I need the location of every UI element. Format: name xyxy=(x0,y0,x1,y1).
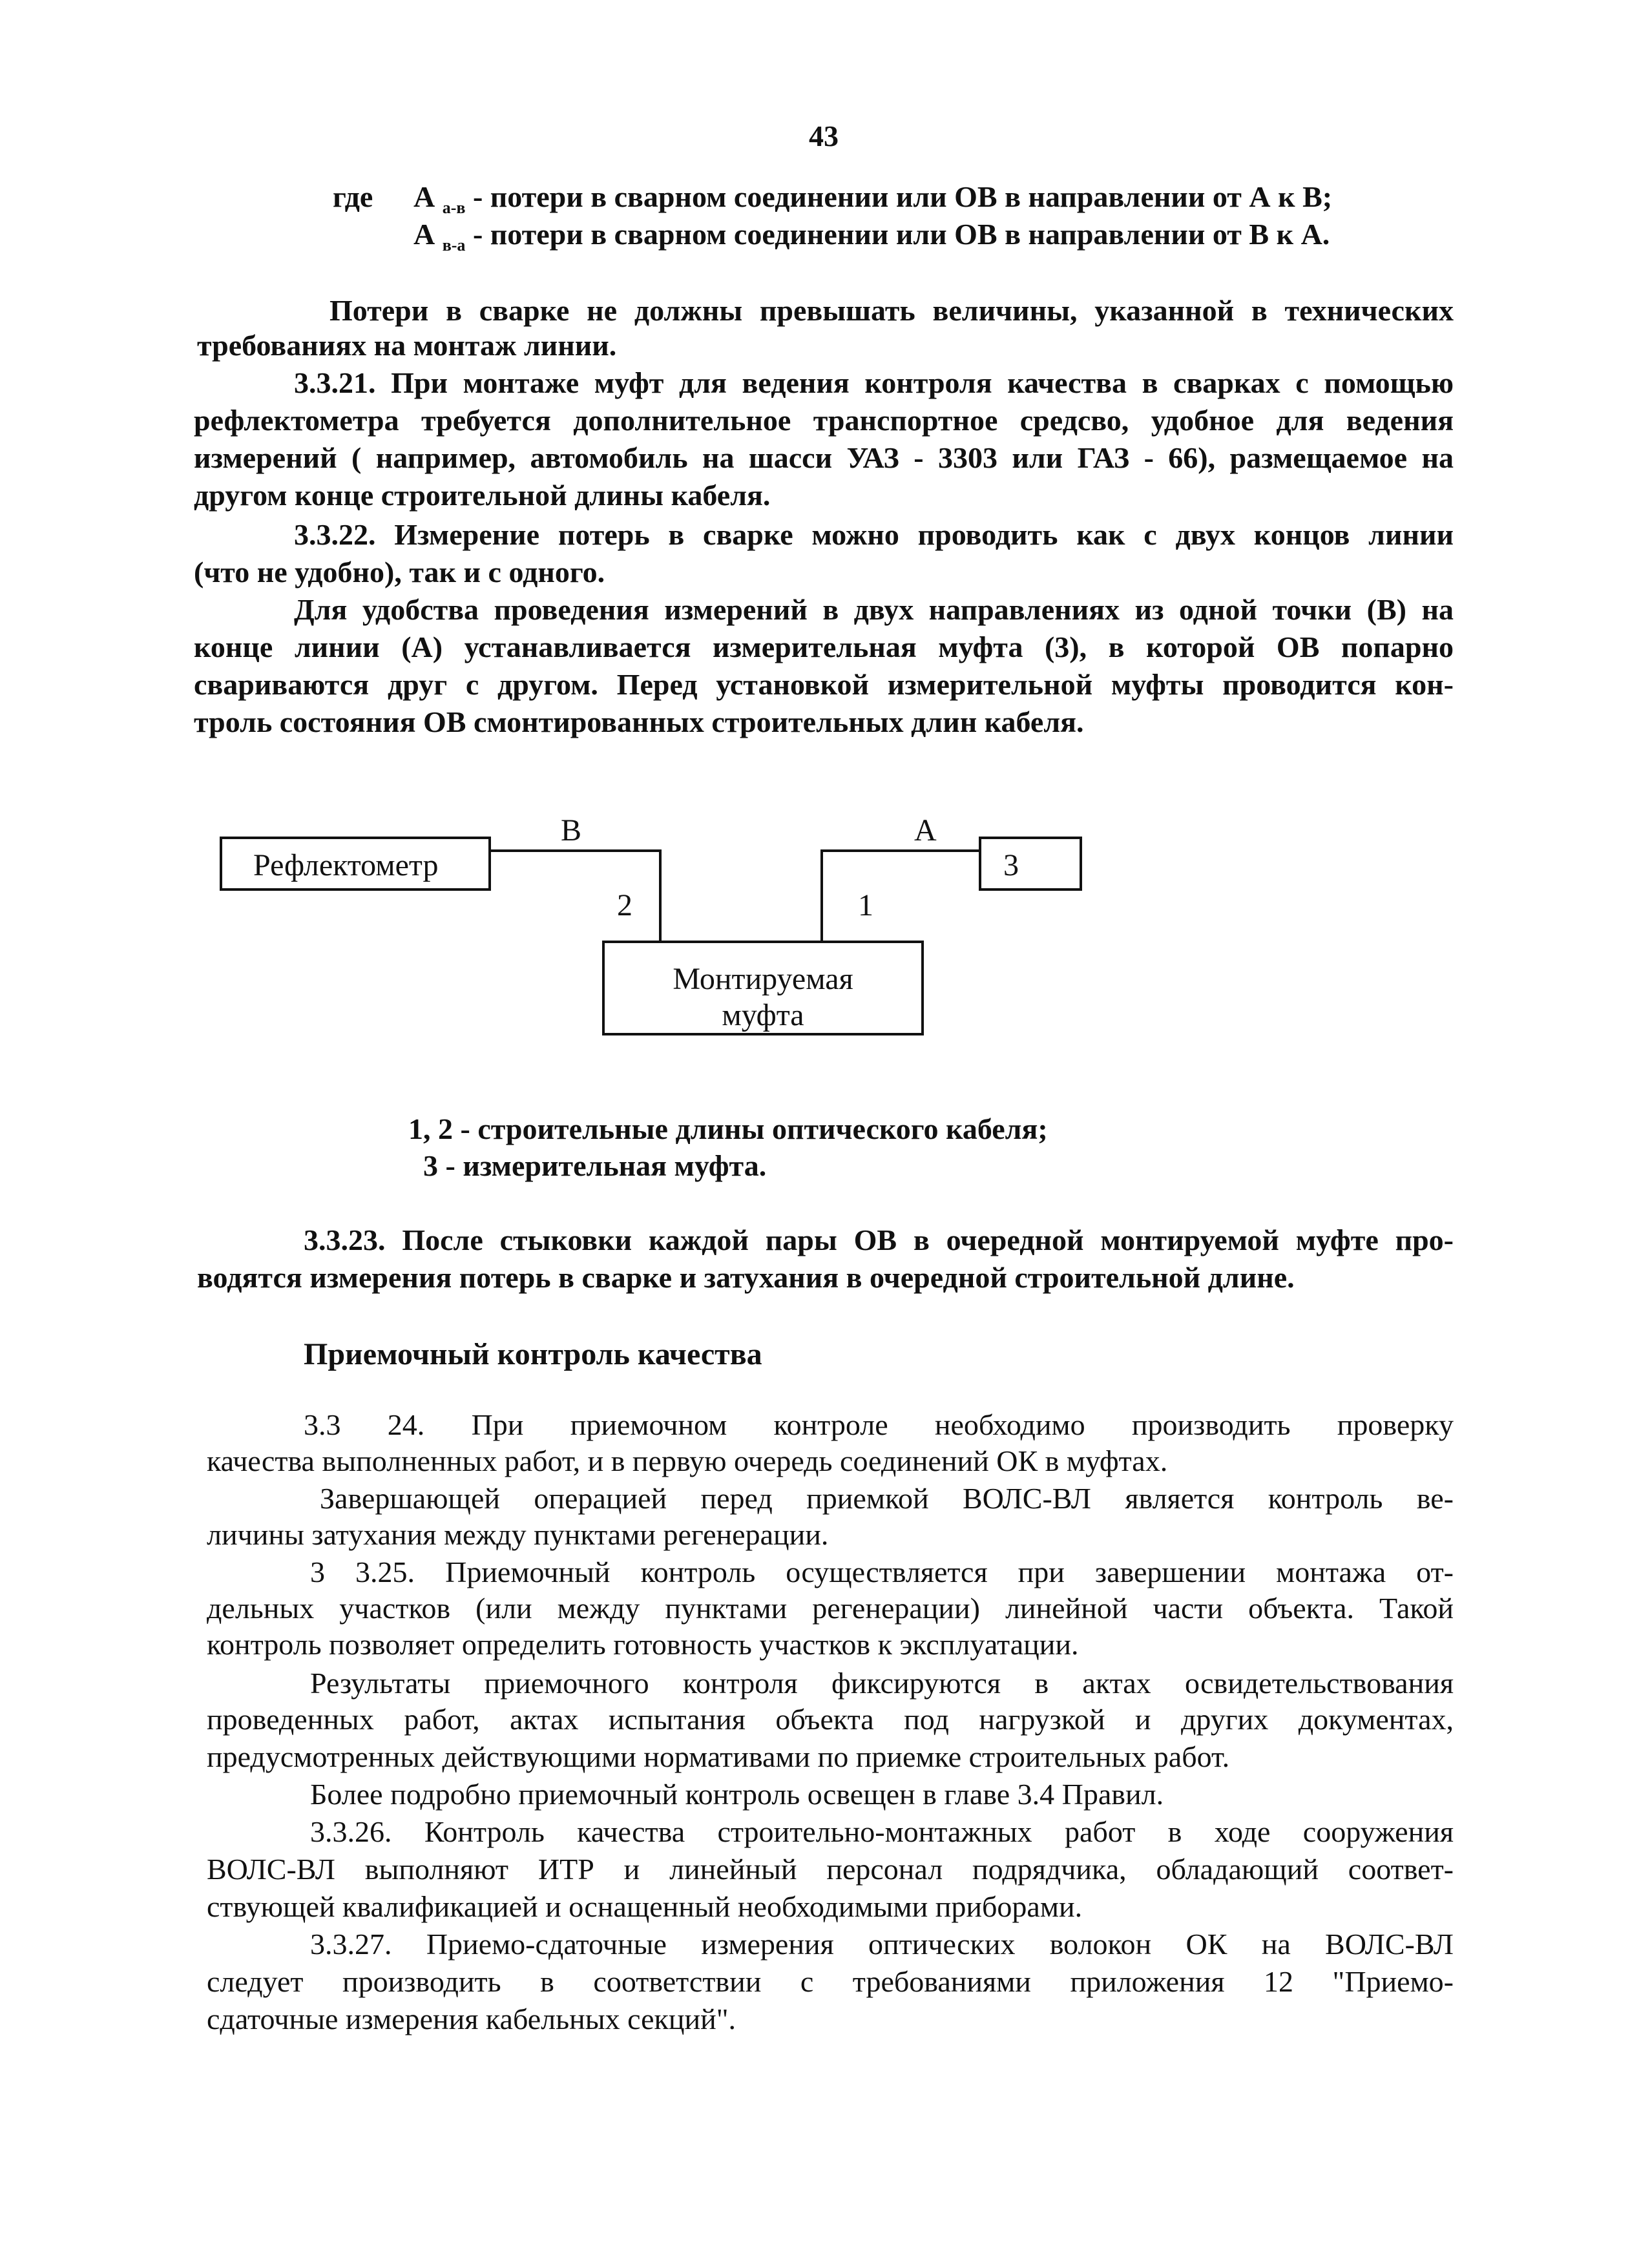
measuring-coupling-label: 3 xyxy=(1003,848,1019,882)
where-label: где xyxy=(333,180,373,213)
para-3-3-26-line-1: 3.3.26. Контроль качества строительно-монтажных работ в ходе сооружения xyxy=(310,1815,1454,1848)
measuring-coupling-box xyxy=(979,837,1082,891)
cable-2-label: 2 xyxy=(617,888,632,922)
para-results-line-1: Результаты приемочного контроля фиксируются в актах освидетельствования xyxy=(310,1667,1454,1700)
mounted-coupling-label-line-1: Монтируемая xyxy=(673,962,853,996)
para-3-3-27-line-2: следует производить в соответствии с требованиями приложения 12 "Приемо- xyxy=(207,1965,1454,1998)
para-3-line-1: 3.3.22. Измерение потерь в сварке можно проводить как с двух концов линии xyxy=(294,518,1454,551)
cable-2-top-segment xyxy=(488,849,662,852)
para-results-line-2: проведенных работ, актах испытания объекта под нагрузкой и других документах, xyxy=(207,1703,1454,1736)
para-1-line-1: Потери в сварке не должны превышать величины, указанной в технических xyxy=(329,294,1454,327)
para-final-op-line-2: личины затухания между пунктами регенерации. xyxy=(207,1518,829,1551)
para-3-3-24-line-1: 3.3 24. При приемочном контроле необходимо производить проверку xyxy=(304,1408,1454,1441)
where-line-2: А $_{в-а}$ - потери в сварном соединении или ОВ в направлении от В к А. xyxy=(413,218,1330,255)
para-3-3-27-line-3: сдаточные измерения кабельных секций". xyxy=(207,2003,736,2035)
para-3-3-24-line-2: качества выполненных работ, и в первую очередь соединений ОК в муфтах. xyxy=(207,1444,1168,1477)
para-2-line-3: измерений ( например, автомобиль на шасси УАЗ - 3303 или ГАЗ - 66), размещаемое на xyxy=(194,441,1454,474)
para-3-line-2: (что не удобно), так и с одного. xyxy=(194,556,605,588)
cable-1-label: 1 xyxy=(858,888,873,922)
mounted-coupling-label-line-2: муфта xyxy=(722,998,804,1032)
para-3-3-25-line-1: 3 3.25. Приемочный контроль осуществляется при завершении монтажа от- xyxy=(310,1555,1454,1588)
reflectometer-label: Рефлектометр xyxy=(253,848,439,882)
para-3-3-26-line-3: ствующей квалификацией и оснащенный необходимыми приборами. xyxy=(207,1890,1083,1923)
para-4-line-1: Для удобства проведения измерений в двух направлениях из одной точки (В) на xyxy=(294,593,1454,626)
para-3-3-23-line-2: водятся измерения потерь в сварке и затухания в очередной строительной длине. xyxy=(197,1261,1295,1294)
para-details-line-1: Более подробно приемочный контроль освещен в главе 3.4 Правил. xyxy=(310,1778,1164,1811)
cable-2-vertical-segment xyxy=(659,849,662,942)
point-b-label: В xyxy=(561,813,582,848)
para-results-line-3: предусмотренных действующими нормативами по приемке строительных работ. xyxy=(207,1740,1230,1773)
para-3-3-27-line-1: 3.3.27. Приемо-сдаточные измерения оптических волокон ОК на ВОЛС-ВЛ xyxy=(310,1928,1454,1961)
page-number: 43 xyxy=(809,120,839,152)
para-1-line-2: требованиях на монтаж линии. xyxy=(197,329,617,362)
para-3-3-25-line-2: дельных участков (или между пунктами регенерации) линейной части объекта. Такой xyxy=(207,1592,1454,1625)
para-2-line-2: рефлектометра требуется дополнительное транспортное средсво, удобное для ведения xyxy=(194,404,1454,437)
para-3-3-23-line-1: 3.3.23. После стыковки каждой пары ОВ в очередной монтируемой муфте про- xyxy=(304,1223,1454,1256)
para-2-line-1: 3.3.21. При монтаже муфт для ведения контроля качества в сварках с помощью xyxy=(294,366,1454,399)
para-4-line-2: конце линии (А) устанавливается измерительная муфта (3), в которой ОВ попарно xyxy=(194,630,1454,663)
cable-1-vertical-segment xyxy=(820,849,823,942)
legend-item-2: 3 - измерительная муфта. xyxy=(423,1149,767,1182)
para-4-line-3: свариваются друг с другом. Перед установкой измерительной муфты проводится кон- xyxy=(194,668,1454,701)
section-heading: Приемочный контроль качества xyxy=(304,1337,762,1371)
para-4-line-4: троль состояния ОВ смонтированных строительных длин кабеля. xyxy=(194,705,1084,738)
legend-item-1: 1, 2 - строительные длины оптического кабеля; xyxy=(408,1112,1048,1145)
point-a-label: А xyxy=(914,813,937,848)
where-line-1: А $_{а-в}$ - потери в сварном соединении или ОВ в направлении от А к В; xyxy=(413,180,1333,218)
para-2-line-4: другом конце строительной длины кабеля. xyxy=(194,479,771,512)
para-3-3-26-line-2: ВОЛС-ВЛ выполняют ИТР и линейный персонал подрядчика, обладающий соответ- xyxy=(207,1853,1454,1886)
cable-1-top-segment xyxy=(820,849,981,852)
para-final-op-line-1: Завершающей операцией перед приемкой ВОЛС-ВЛ является контроль ве- xyxy=(320,1482,1454,1515)
para-3-3-25-line-3: контроль позволяет определить готовность участков к эксплуатации. xyxy=(207,1628,1079,1661)
